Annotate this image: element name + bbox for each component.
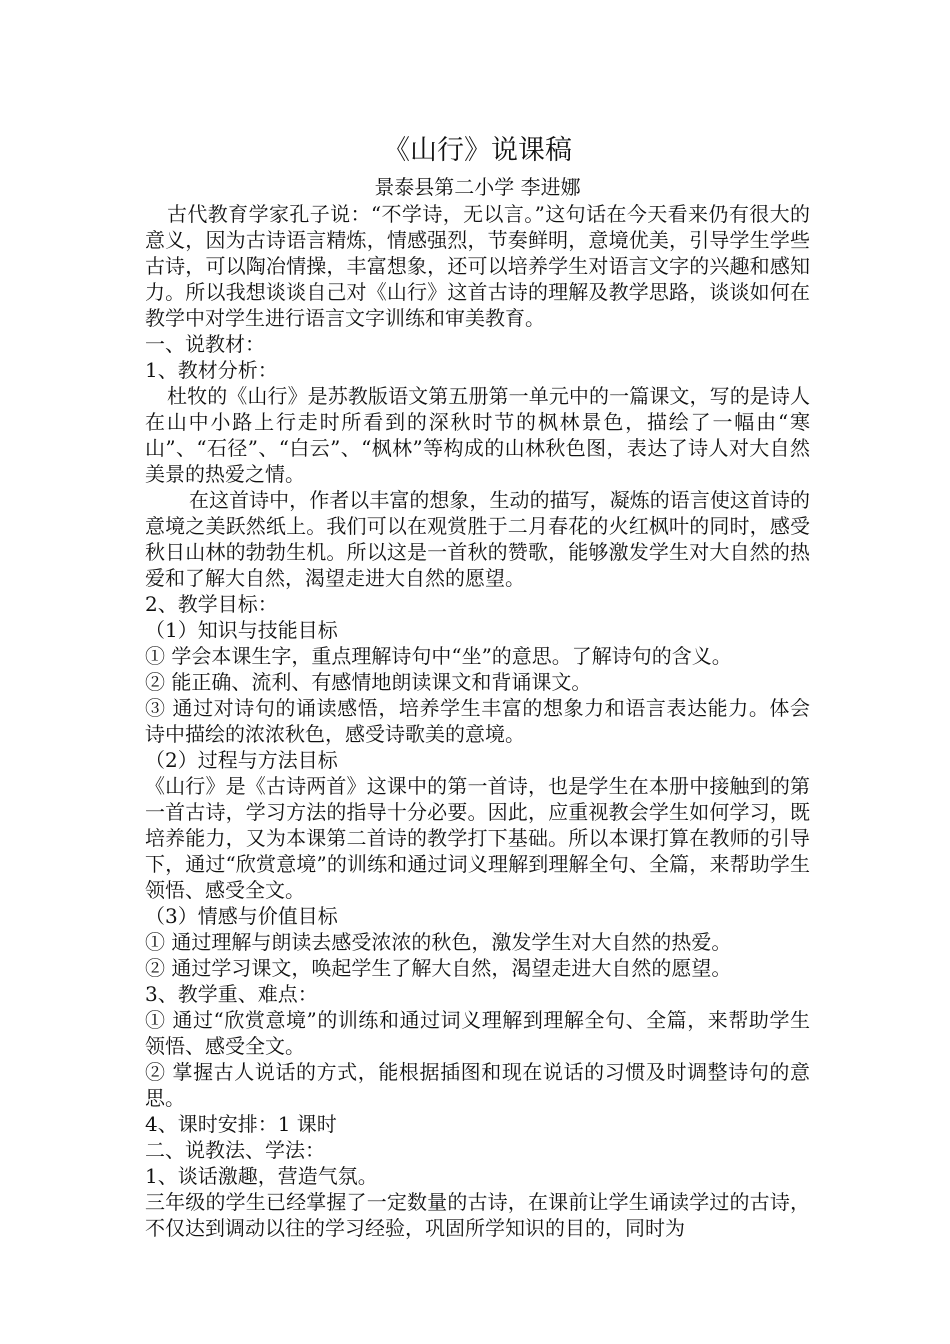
goal-item: ③ 通过对诗句的诵读感悟，培养学生丰富的想象力和语言表达能力。体会诗中描绘的浓浓秋色，感受诗歌美的意境。 [145,696,810,746]
intro-paragraph: 古代教育学家孔子说：“不学诗，无以言。”这句话在今天看来仍有很大的意义，因为古诗语言精炼，情感强烈，节奏鲜明，意境优美，引导学生学些古诗，可以陶冶情操，丰富想象，还可以培养学生对语言文字的兴趣和感知力。所以我想谈谈自己对《山行》这首古诗的理解及教学思路，谈谈如何在教学中对学生进行语言文字训练和审美教育。 [145,202,810,330]
goal-item: ② 能正确、流利、有感情地朗读课文和背诵课文。 [145,670,592,694]
goal-item: ① 学会本课生字，重点理解诗句中“坐”的意思。了解诗句的含义。 [145,644,732,668]
goal-heading-2: （2）过程与方法目标 [145,748,338,772]
method-paragraph: 《山行》是《古诗两首》这课中的第一首诗，也是学生在本册中接触到的第一首古诗，学习方法的指导十分必要。因此，应重视教会学生如何学习，既培养能力，又为本课第二首诗的教学打下基础。所以本课打算在教师的引导下，通过“欣赏意境”的训练和通过词义理解到理解全句、全篇，来帮助学生领悟、感受全文。 [145,774,810,902]
author-line: 景泰县第二小学 李进娜 [374,175,581,199]
goal-item: ② 通过学习课文，唤起学生了解大自然，渴望走进大自然的愿望。 [145,956,732,980]
goal-heading-1: （1）知识与技能目标 [145,618,338,642]
subsection-heading-1-1: 1、教材分析： [145,358,278,382]
teaching-method-paragraph: 三年级的学生已经掌握了一定数量的古诗，在课前让学生诵读学过的古诗，不仅达到调动以往的学习经验，巩固所学知识的目的，同时为 [145,1190,810,1240]
document-title: 《山行》说课稿 [383,135,572,166]
analysis-paragraph-1: 杜牧的《山行》是苏教版语文第五册第一单元中的一篇课文，写的是诗人在山中小路上行走时所看到的深秋时节的枫林景色，描绘了一幅由“寒山”、“石径”、“白云”、“枫林”等构成的山林秋色图，表达了诗人对大自然美景的热爱之情。 [145,384,810,486]
subsection-heading-2-1: 1、谈话激趣，营造气氛。 [145,1164,378,1188]
subsection-heading-1-2: 2、教学目标： [145,592,278,616]
goal-heading-3: （3）情感与价值目标 [145,904,338,928]
section-heading-2: 二、说教法、学法： [145,1138,325,1162]
key-point-item: ② 掌握古人说话的方式，能根据插图和现在说话的习惯及时调整诗句的意思。 [145,1060,810,1110]
analysis-paragraph-2: 在这首诗中，作者以丰富的想象，生动的描写，凝炼的语言使这首诗的意境之美跃然纸上。我们可以在观赏胜于二月春花的火红枫叶的同时，感受秋日山林的勃勃生机。所以这是一首秋的赞歌，能够激发学生对大自然的热爱和了解大自然，渴望走进大自然的愿望。 [145,488,810,590]
key-point-item: ① 通过“欣赏意境”的训练和通过词义理解到理解全句、全篇，来帮助学生领悟、感受全文。 [145,1008,810,1058]
goal-item: ① 通过理解与朗读去感受浓浓的秋色，激发学生对大自然的热爱。 [145,930,732,954]
document-page [145,128,810,1241]
subsection-heading-1-3: 3、教学重、难点： [145,982,318,1006]
section-heading-1: 一、说教材： [145,332,265,356]
subsection-heading-1-4: 4、课时安排：1 课时 [145,1112,337,1136]
